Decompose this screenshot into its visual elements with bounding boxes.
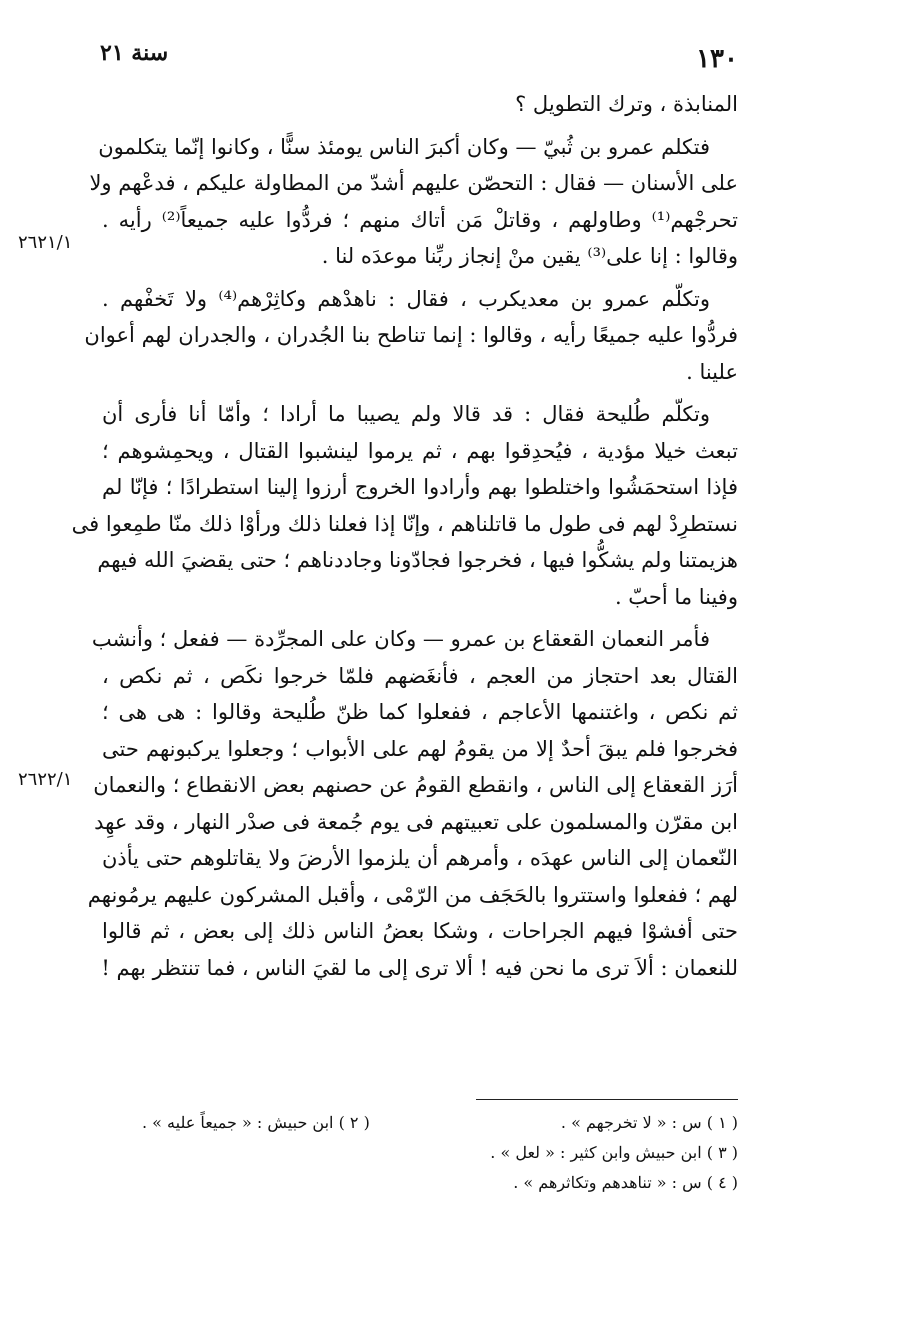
paragraph (71, 396, 738, 615)
text-line: فأمر النعمان القعقاع بن عمرو — وكان على المجرِّدة — ففعل ؛ وأنشب (91, 627, 710, 651)
text-line: هزيمتنا ولم يشكُّوا فيها ، فخرجوا فجادّونا وجاددناهم ؛ حتى يقضيَ الله فيهم (97, 548, 738, 572)
text-line: أرَز القعقاع إلى الناس ، وانقطع القومُ عن حصنهم بعض الانقطاع ؛ والنعمان (93, 773, 738, 797)
footnote: ( ٣ ) ابن حبيش وابن كثير : « لعل » . (490, 1143, 738, 1162)
running-header-year: سنة ٢١ (100, 40, 169, 66)
footnote: ( ١ ) س : « لا تخرجهم » . (560, 1113, 738, 1132)
margin-note: ٢٦٢١/١ (18, 232, 73, 253)
text-line: ابن مقرّن والمسلمون على تعبيتهم فى يوم جُمعة فى صدْر النهار ، وقد عهِد (94, 809, 738, 834)
text-line: وتكلّم عمرو بن معديكرب ، فقال : ناهدْهم وكاثِرْهم⁽⁴⁾ ولا تَخفْهم . (102, 286, 711, 311)
text-line: علينا . (686, 359, 738, 384)
text-line: لهم ؛ ففعلوا واستتروا بالحَجَف من الرّمْى ، وأقبل المشركون عليهم يرمُونهم (87, 882, 738, 907)
paragraph (89, 129, 738, 275)
text-line: فتكلم عمرو بن ثُبيّ — وكان أكبرَ الناس يومئذ سنًّا ، وكانوا إنّما يتكلمون (98, 134, 710, 159)
text-line: تحرجْهم⁽¹⁾ وطاولهم ، وقاتلْ مَن أتاك منهم ؛ فردُّوا عليه جميعاً⁽²⁾ رأيه . (102, 207, 738, 232)
paragraph (84, 281, 738, 391)
paragraph (87, 621, 738, 986)
text-line: على الأسنان — فقال : التحصّن عليهم أشدّ من المطاولة عليكم ، فدعْهم ولا (89, 171, 738, 195)
footnote: ( ٤ ) س : « تناهدهم وتكاثرهم » . (513, 1173, 738, 1192)
paragraph (102, 86, 738, 123)
text-line: النّعمان إلى الناس عهدَه ، وأمرهم أن يلزموا الأرضَ ولا يقاتلوهم حتى يأذن (102, 846, 738, 870)
text-line: للنعمان : ألاَ ترى ما نحن فيه ! ألا ترى إلى ما لقيَ الناس ، فما تنتظر بهم ! (101, 955, 738, 980)
text-line: وتكلّم طُليحة فقال : قد قالا ولم يصيبا ما أرادا ؛ وأمّا أنا فأرى أن (102, 402, 710, 426)
text-line: القتال بعد احتجاز من العجم ، فأنغَضهم فلمّا خرجوا نكَص ، ثم نكص ، (102, 663, 738, 688)
text-line: فردُّوا عليه جميعًا رأيه ، وقالوا : إنما تناطح بنا الجُدران ، والجدران لهم أعوان (84, 323, 738, 347)
text-line: تبعث خيلا مؤدية ، فيُحدِقوا بهم ، ثم يرموا لينشبوا القتال ، ويحمِشوهم ؛ (102, 438, 738, 463)
text-line: وقالوا : إنا على⁽³⁾ يقين منْ إنجاز ربِّنا موعدَه لنا . (321, 244, 738, 268)
text-line: فإذا استحمَشُوا واختلطوا بهم وأرادوا الخروج أرزوا إلينا استطرادًا ؛ فإنّا لم (102, 475, 738, 499)
footnotes (102, 1108, 738, 1198)
text-line: فخرجوا فلم يبقَ أحدٌ إلا من يقومُ لهم على الأبواب ؛ وجعلوا يركبونهم حتى (102, 736, 738, 761)
text-line: المنابذة ، وترك التطويل ؟ (515, 92, 738, 116)
footnote-divider (476, 1099, 738, 1100)
text-line: نستطرِدْ لهم فى طول ما قاتلناهم ، وإنّا إذا فعلنا ذلك ورأوْا ذلك منّا طمِعوا فى (71, 511, 738, 536)
footnote: ( ٢ ) ابن حبيش : « جميعاً عليه » . (142, 1113, 370, 1132)
footnote-row (102, 1108, 738, 1138)
margin-note: ٢٦٢٢/١ (18, 769, 73, 790)
page-number: ١٣٠ (696, 44, 738, 74)
main-text (71, 86, 738, 992)
text-line: وفينا ما أحبّ . (614, 584, 738, 609)
text-line: حتى أفشوْا فيهم الجراحات ، وشكا بعضُ الناس ذلك إلى بعض ، ثم قالوا (102, 919, 738, 943)
text-line: ثم نكص ، واغتنمها الأعاجم ، ففعلوا كما ظنّ طُليحة وقالوا : هى هى ؛ (102, 700, 738, 724)
